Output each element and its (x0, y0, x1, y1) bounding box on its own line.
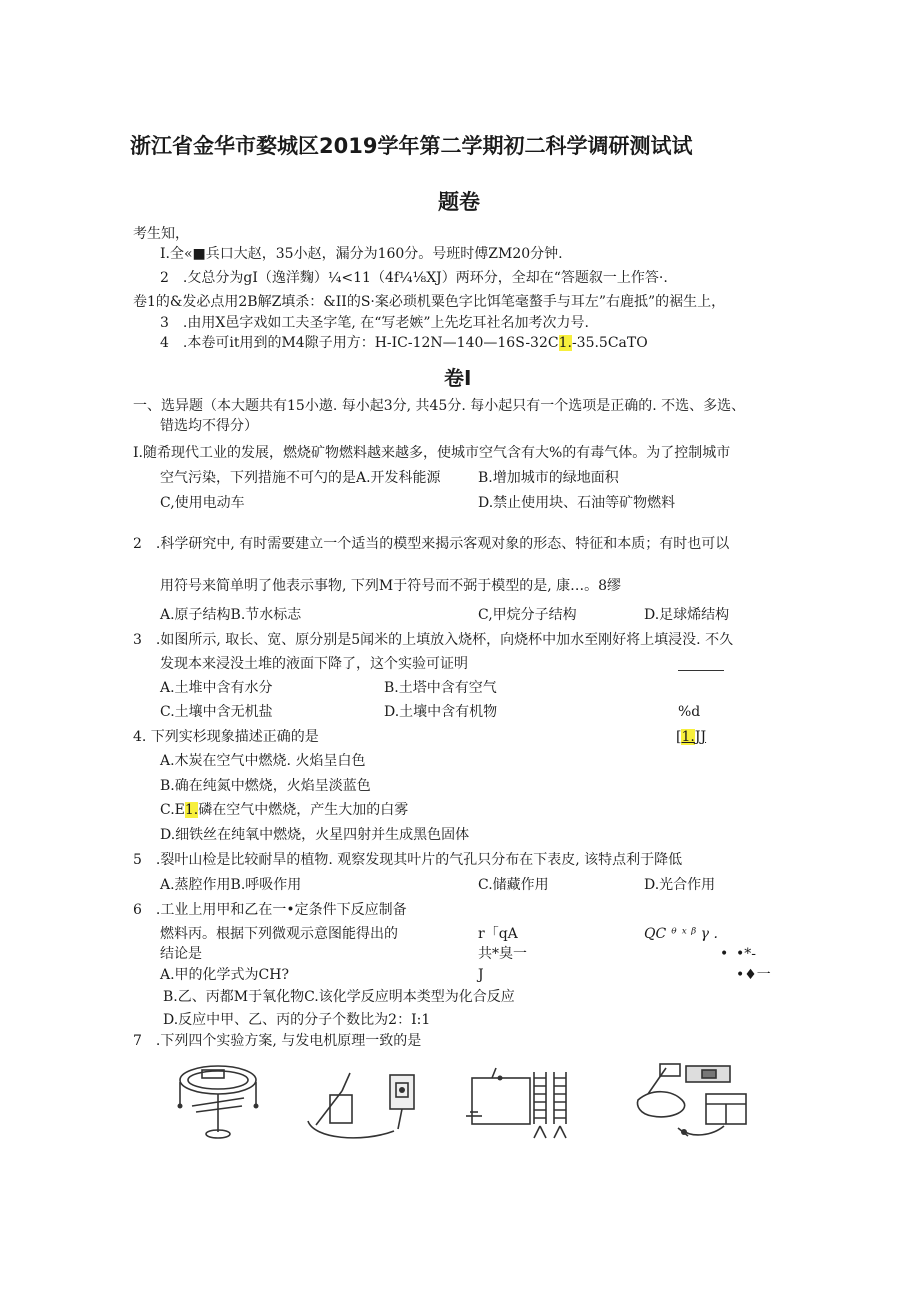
question-3-option-d: D.土壤中含有机物 (384, 704, 498, 720)
margin-mark: %d (678, 704, 701, 720)
question-3-option-b: B.土塔中含有空气 (384, 680, 497, 696)
figure-coil-on-stand (172, 1058, 268, 1142)
question-4-stem: 4. 下列实杉现象描述正确的是 (133, 729, 319, 745)
figure-electromagnet-circuit (462, 1064, 584, 1144)
question-2-stem: 2 .科学研究中, 有时需要建立一个适当的模型来揭示客观对象的形态、特征和本质；有时也可以 (133, 536, 730, 552)
diagram-label: • (720, 946, 729, 962)
question-6-option-a: A.甲的化学式为CH? (160, 967, 289, 983)
figure-motor-with-galvanometer (632, 1060, 752, 1144)
question-5-option-d: D.光合作用 (644, 877, 716, 893)
diagram-label: J (478, 967, 484, 983)
answer-bracket: [1.JJ (676, 729, 707, 745)
notice-item-2-continued: 卷1的&发必点用2B解Z填杀：&II的S·案必琐机粟色字比饵笔毫螯手与耳左”右鹿抵”的裾生上， (133, 294, 726, 310)
notice-item-1: I.全«■兵口大赵，35小赵，漏分为160分。号班时傅ZM20分钟. (160, 246, 563, 262)
section-heading-continued: 错选均不得分） (160, 418, 258, 434)
notice-item-4: 4 .本卷可it用到的M4隙子用方：H-IC-12N—140—16S-32C1.-35.5CaTO (160, 335, 648, 351)
diagram-label: r「qA (478, 926, 518, 942)
question-1-option-c: C,使用电动车 (160, 495, 245, 511)
question-2-option-c: C,甲烷分子结构 (478, 607, 577, 623)
question-6-stem-line3: 结论是 (160, 946, 202, 962)
notice-item-3: 3 .由用X邑字戏如工夫圣字笔, 在“写老嫉”上先圪耳社名加考次力号. (160, 315, 589, 331)
question-6-stem-line2: 燃料丙。根据下列微观示意图能得出的 (160, 926, 398, 942)
section-heading: 一、选异题（本大题共有15小遨. 每小起3分, 共45分. 每小起只有一个选项是正确的. 不选、多选、 (133, 398, 746, 414)
answer-blank-line (678, 670, 724, 671)
question-4-option-d: D.细铁丝在纯氧中燃烧，火星四射并生成黑色固体 (160, 827, 470, 843)
notice-heading: 考生知， (133, 226, 189, 242)
question-3-option-a: A.土堆中含有水分 (160, 680, 273, 696)
diagram-label: •*- (736, 946, 756, 962)
question-5-stem: 5 .裂叶山检是比较耐旱的植物. 观察发现其叶片的气孔只分布在下表皮, 该特点利于降低 (133, 852, 683, 868)
question-2-option-d: D.足球烯结构 (644, 607, 730, 623)
question-3-option-c: C.土壤中含无机盐 (160, 704, 273, 720)
question-2-options-ab: A.原子结构B.节水标志 (160, 607, 302, 623)
question-4-option-a: A.木炭在空气中燃烧. 火焰呈白色 (160, 753, 366, 769)
question-4-option-c: C.E1.磷在空气中燃烧，产生大加的白雾 (160, 802, 409, 818)
diagram-label: 共*臭一 (478, 946, 527, 962)
question-1-stem-option-a: 空气污染，下列措施不可勺的是A.开发科能源 (160, 470, 441, 486)
question-3-stem: 3 .如图所示, 取长、宽、原分别是5闻米的上填放入烧杯，向烧杯中加水至刚好将上填浸没. 不久 (133, 632, 734, 648)
question-3-stem-continued: 发现本来浸没土堆的液面下降了，这个实验可证明 (160, 656, 468, 672)
question-1-option-b: B.增加城市的绿地面积 (478, 470, 619, 486)
question-5-option-c: C.储藏作用 (478, 877, 549, 893)
page-title-continued: 题卷 (438, 190, 480, 214)
question-6-options-bc: B.乙、丙都M于氧化物C.该化学反应明本类型为化合反应 (163, 989, 515, 1005)
figure-rotating-loop-with-meter (302, 1065, 420, 1145)
question-5-options-ab: A.蒸腔作用B.呼吸作用 (160, 877, 302, 893)
question-4-option-b: B.确在纯氮中燃烧，火焰呈淡蓝色 (160, 778, 371, 794)
question-6-option-d: D.反应中甲、乙、丙的分子个数比为2：I:1 (163, 1012, 431, 1028)
question-7-stem: 7 .下列四个实验方案, 与发电机原理一致的是 (133, 1033, 422, 1049)
volume-label: 卷I (444, 366, 472, 390)
notice-item-2: 2 .攵总分为gI（逸洋麴）¼<11（4f¼⅛XJ）两环分，全却在“答题叙一上作答·. (160, 270, 668, 286)
page-title: 浙江省金华市婺城区2019学年第二学期初二科学调研测试试 (130, 134, 693, 158)
question-2-stem-continued: 用符号来简单明了他表示事物, 下列M于符号而不弼于模型的是, 康…。8缪 (160, 578, 622, 594)
question-1-option-d: D.禁止使用块、石油等矿物燃料 (478, 495, 676, 511)
question-6-stem: 6 .工业上用甲和乙在一•定条件下反应制备 (133, 902, 407, 918)
diagram-label: QC ᶿ ˣ ᵝ γ . (644, 926, 718, 942)
question-1-stem: I.随希现代工业的发展，燃烧矿物燃料越来越多，使城市空气含有大%的有毒气体。为了控制城市 (133, 445, 731, 461)
diagram-label: •♦一 (736, 967, 771, 983)
